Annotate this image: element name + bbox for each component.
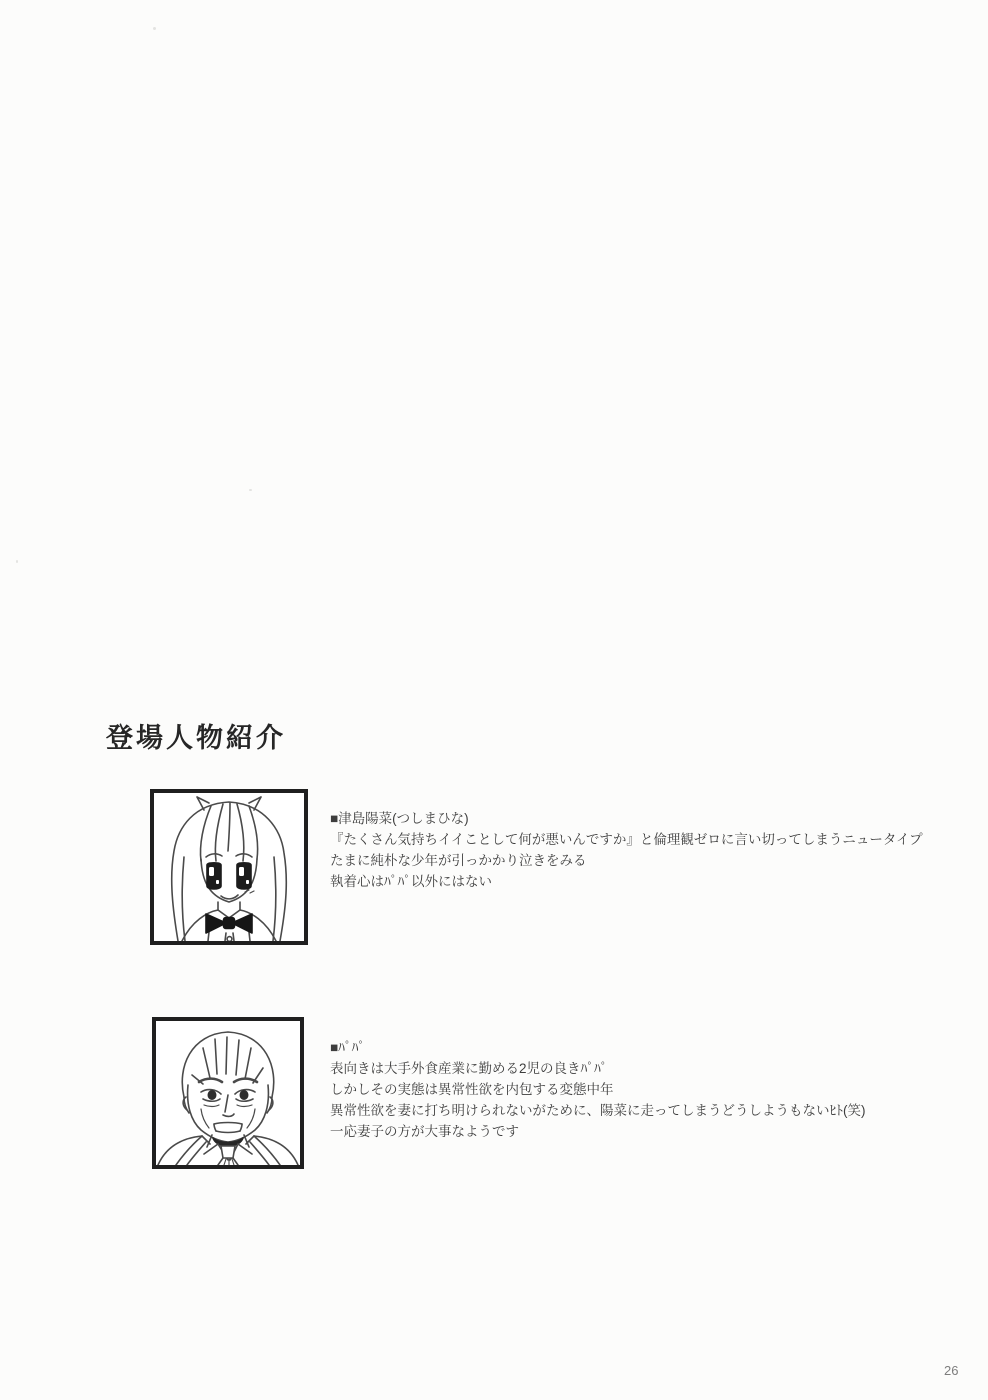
character-description-line: 異常性欲を妻に打ち明けられないがために、陽菜に走ってしまうどうしようもないﾋﾄ(笑) xyxy=(330,1103,866,1118)
character-description-line: たまに純朴な少年が引っかかり泣きをみる xyxy=(330,853,587,868)
character-description-line: 一応妻子の方が大事なようです xyxy=(330,1124,519,1139)
scan-speck xyxy=(16,560,18,563)
papa-portrait-drawing xyxy=(156,1021,300,1165)
page-title: 登場人物紹介 xyxy=(106,723,286,753)
page-number: 26 xyxy=(944,1363,959,1378)
character-description-line: 表向きは大手外食産業に勤める2児の良きﾊﾟﾊﾟ xyxy=(330,1061,608,1076)
scan-speck xyxy=(153,27,156,30)
hina-description-block xyxy=(330,808,923,892)
scan-speck xyxy=(249,489,252,491)
hina-portrait-drawing xyxy=(154,793,304,941)
hina-portrait xyxy=(150,789,308,945)
character-name: ■津島陽菜(つしまひな) xyxy=(330,811,469,826)
character-name: ■ﾊﾟﾊﾟ xyxy=(330,1040,366,1055)
papa-description-block xyxy=(330,1037,866,1142)
character-description-line: 『たくさん気持ちイイことして何が悪いんですか』と倫理観ゼロに言い切ってしまうニュータイプ xyxy=(330,832,923,847)
character-description-line: 執着心はﾊﾟﾊﾟ以外にはない xyxy=(330,874,492,889)
character-description-line: しかしその実態は異常性欲を内包する変態中年 xyxy=(330,1082,614,1097)
papa-portrait xyxy=(152,1017,304,1169)
